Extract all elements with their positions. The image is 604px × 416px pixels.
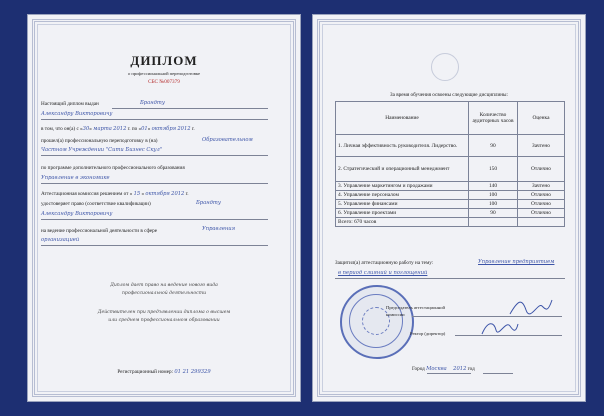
retraining-label: прошел(а) профессиональную переподготовку в (на) <box>41 138 158 144</box>
activity-line2: организацией <box>41 237 80 243</box>
column-name: Наименование <box>336 102 469 135</box>
diploma-title: ДИПЛОМ <box>130 53 198 68</box>
thesis-line1: Управление предприятием <box>478 259 555 265</box>
chair-label-1: Председатель аттестационной <box>386 305 445 310</box>
rector-signature <box>480 318 520 338</box>
note-validity-2: или среднем профессиональном образовании <box>108 318 220 323</box>
table-row: 3. Управление маркетингом и продажами 140 Зачтено <box>336 182 565 191</box>
table-row: 4. Управление персоналом 100 Отлично <box>336 191 565 200</box>
disciplines-intro: За время обучения освоены следующие дисциплины: <box>390 92 508 98</box>
activity-line1: Управления <box>202 226 236 232</box>
thesis-line2: в период слияний и поглощений <box>338 270 428 276</box>
institution-line2: Частном Учреждении "Сити Бизнес Скул" <box>41 147 163 153</box>
official-seal <box>340 285 414 359</box>
chair-signature <box>508 296 554 318</box>
note-new-activity-2: профессиональной деятельности <box>121 291 207 296</box>
column-hours: Количество аудиторных часов <box>469 102 518 135</box>
holder-surname-2: Брандту <box>196 200 221 206</box>
activity-label: на ведение профессиональной деятельности в сфере <box>41 228 158 234</box>
diploma-series-number: СБС №007379 <box>148 79 180 85</box>
period-row: в том, что он(а) с «30» марта 2012 г. по «01» октября 2012 г. <box>41 126 195 132</box>
table-row: 6. Управление проектами 90 Отлично <box>336 209 565 218</box>
holder-name-2: Александру Викторовичу <box>41 211 113 217</box>
total-row: Всего: 670 часов <box>336 218 565 227</box>
column-grade: Оценка <box>518 102 565 135</box>
thesis-label: Защитил(а) аттестационную работу на тему: <box>335 260 434 266</box>
table-row: 5. Управление финансами 100 Отлично <box>336 200 565 209</box>
table-row: 1. Личная эффективность руководителя. Лидерство. 90 Зачтено <box>336 135 565 157</box>
registration-number: Регистрационный номер: 01 21 299329 <box>117 369 211 375</box>
diploma-subtitle: о профессиональной переподготовке <box>127 71 201 76</box>
holder-surname: Брандту <box>140 100 165 106</box>
table-row: 2. Стратегический и операционный менеджмент 150 Отлично <box>336 157 565 182</box>
note-validity-1: Действителен при предъявлении диплома о высшем <box>97 310 231 315</box>
note-new-activity-1: Диплом дает право на ведение нового вида <box>110 283 218 288</box>
institution-line1: Образовательном <box>202 137 253 143</box>
issued-to-label: Настоящий диплом выдан <box>41 101 99 107</box>
rector-label: Ректор (директор) <box>410 331 446 336</box>
program-label: по программе дополнительного профессионального образования <box>41 165 185 171</box>
disciplines-table <box>335 101 565 227</box>
program-name: Управление в экономике <box>41 175 110 181</box>
holder-name: Александру Викторовичу <box>41 111 113 117</box>
emblem-watermark <box>431 53 459 81</box>
right-label: удостоверяет право (соответствие квалификации) <box>41 201 151 207</box>
chair-label-2: комиссии <box>386 312 405 317</box>
commission-row: Аттестационная комиссия решением от « 15 » октября 2012 г. <box>41 191 189 197</box>
city-year-row: Город Москва 2012 год <box>412 366 475 372</box>
